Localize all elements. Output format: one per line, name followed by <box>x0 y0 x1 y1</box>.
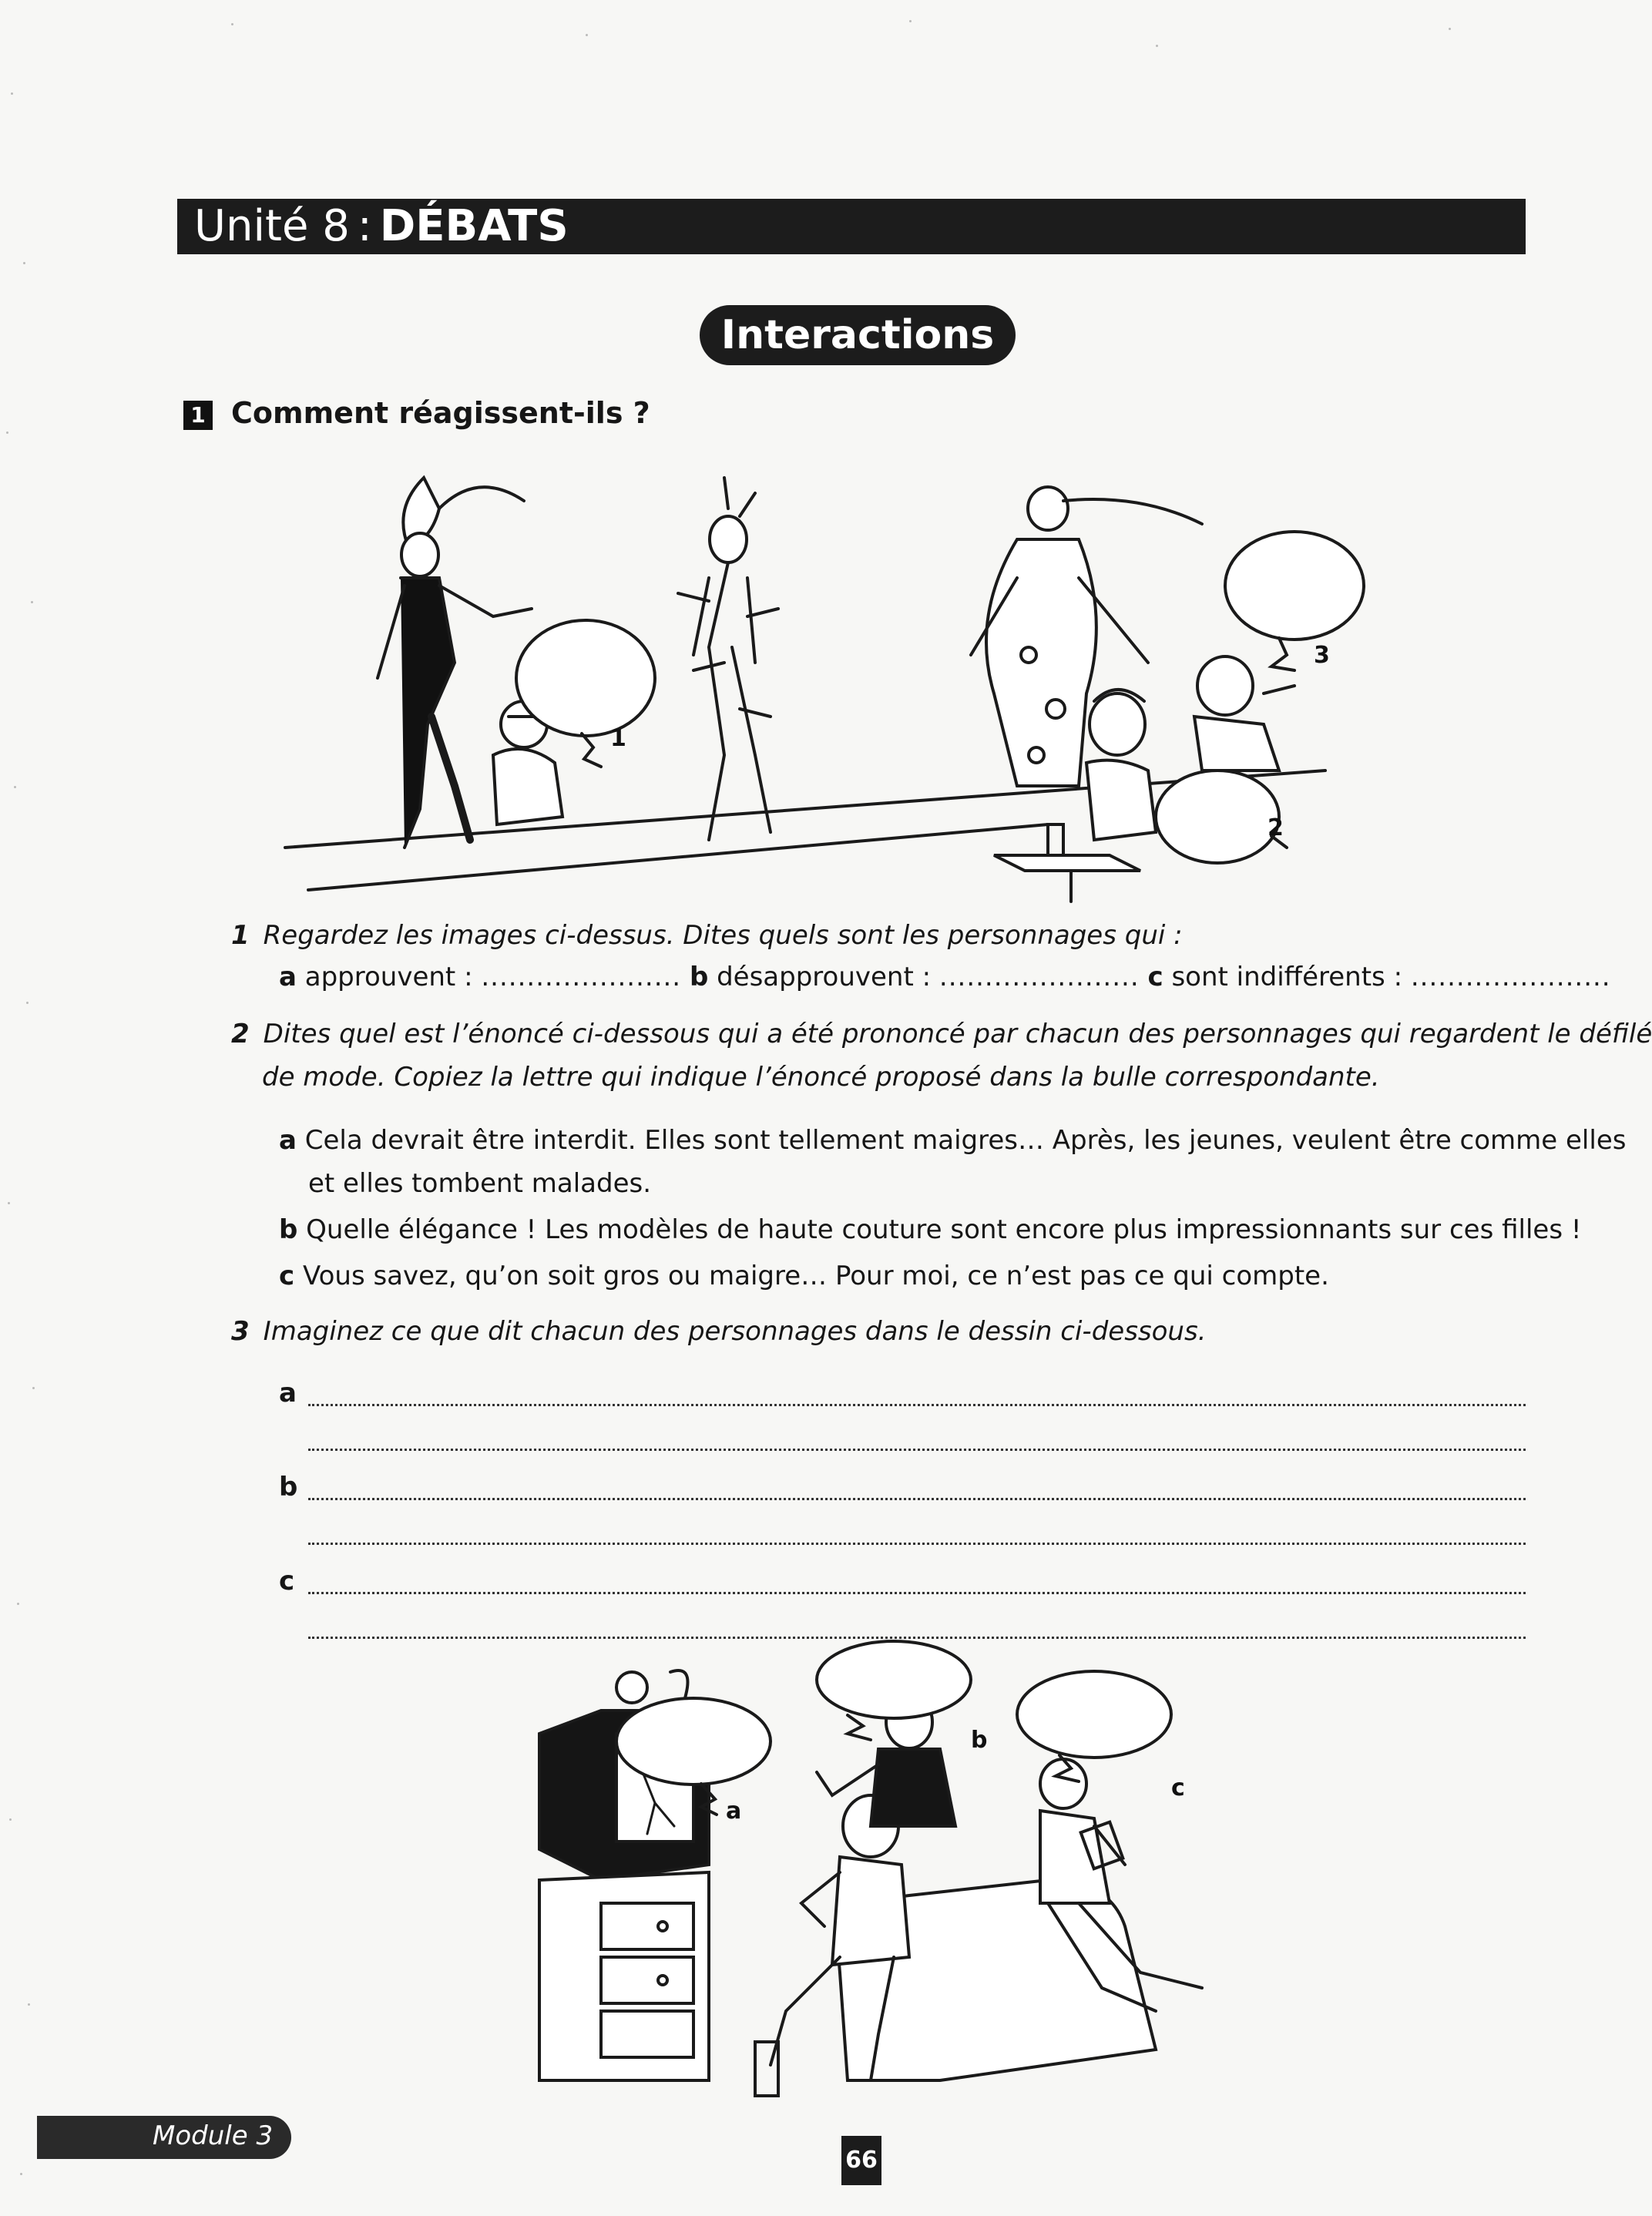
question-1-prompt <box>231 920 1183 951</box>
tv-cabinet <box>539 1872 709 2080</box>
q3-answer-c-line-1[interactable] <box>308 1592 1526 1594</box>
bubble-label-c: c <box>1171 1774 1185 1801</box>
q3-answer-b-line-2[interactable] <box>308 1543 1526 1545</box>
q2-option-b-text: Quelle élégance ! Les modèles de haute couture sont encore plus impressionnants sur ces filles ! <box>306 1214 1582 1245</box>
section-title-pill: Interactions <box>700 305 1016 365</box>
speech-bubble-3 <box>1225 532 1364 670</box>
q2-option-c <box>279 1261 1329 1291</box>
q1-letter-b: b <box>689 962 709 992</box>
question-2-number: 2 <box>231 1019 250 1049</box>
question-2-prompt-line-1 <box>231 1019 1652 1049</box>
page-number: 66 <box>841 2136 881 2185</box>
bubble-label-b: b <box>971 1727 988 1754</box>
q1-letter-c: c <box>1147 962 1163 992</box>
bubble-label-a: a <box>726 1798 742 1825</box>
q1-dots-a[interactable]: ...................... <box>481 962 682 992</box>
bubble-label-1: 1 <box>610 725 626 752</box>
q1-dots-c[interactable]: ...................... <box>1410 962 1611 992</box>
q2-option-b <box>279 1214 1581 1245</box>
bubble-label-3: 3 <box>1314 642 1330 669</box>
question-1-text: Regardez les images ci-dessus. Dites quels sont les personnages qui : <box>263 920 1183 951</box>
q3-answer-b-line-1[interactable] <box>308 1498 1526 1500</box>
unit-label: Unité 8 <box>194 201 350 251</box>
q1-label-indifferent: sont indifférents : <box>1171 962 1403 992</box>
spectator-3-figure <box>1194 656 1294 771</box>
unit-banner <box>177 199 1526 254</box>
fashion-show-illustration <box>277 462 1372 902</box>
model-3-figure <box>971 487 1202 786</box>
q2-option-c-letter: c <box>279 1261 295 1291</box>
exercise-title: Comment réagissent-ils ? <box>231 396 650 430</box>
model-2-figure <box>678 478 778 840</box>
unit-topic: DÉBATS <box>379 201 569 251</box>
q1-dots-b[interactable]: ...................... <box>938 962 1140 992</box>
unit-separator: : <box>357 201 372 251</box>
module-label: Module 3 <box>153 2120 274 2151</box>
q2-option-b-letter: b <box>279 1214 298 1245</box>
question-3-prompt <box>231 1316 1207 1347</box>
question-2-text-1: Dites quel est l’énoncé ci-dessous qui a été prononcé par chacun des personnages qui regardent le défilé <box>263 1019 1652 1049</box>
q2-option-a <box>279 1125 1626 1156</box>
q2-option-a-text: Cela devrait être interdit. Elles sont tellement maigres… Après, les jeunes, veulent être comme elles <box>304 1125 1627 1156</box>
question-1-number: 1 <box>231 920 250 951</box>
q3-answer-a-line-2[interactable] <box>308 1449 1526 1451</box>
q2-option-c-text: Vous savez, qu’on soit gros ou maigre… Pour moi, ce n’est pas ce qui compte. <box>302 1261 1329 1291</box>
bubble-label-2: 2 <box>1268 814 1284 841</box>
spectator-2-figure <box>1086 690 1156 840</box>
question-1-answer-line <box>279 962 1611 992</box>
question-2-text-2: de mode. Copiez la lettre qui indique l’énoncé proposé dans la bulle correspondante. <box>262 1062 1380 1093</box>
exercise-number-badge: 1 <box>183 401 213 430</box>
module-tab <box>37 2116 291 2159</box>
q3-answer-c-letter: c <box>279 1566 295 1597</box>
question-3-number: 3 <box>231 1316 250 1347</box>
tv-room-illustration <box>509 1649 1233 2111</box>
q2-option-a-text-2: et elles tombent malades. <box>308 1168 652 1199</box>
q3-answer-a-line-1[interactable] <box>308 1404 1526 1406</box>
q1-letter-a: a <box>279 962 297 992</box>
q3-answer-b-letter: b <box>279 1472 298 1503</box>
q1-label-disapprove: désapprouvent : <box>717 962 932 992</box>
runway-edge-bottom <box>308 824 1048 890</box>
q3-answer-c-line-2[interactable] <box>308 1637 1526 1639</box>
q1-label-approve: approuvent : <box>304 962 473 992</box>
question-3-text: Imaginez ce que dit chacun des personnages dans le dessin ci-dessous. <box>263 1316 1207 1347</box>
q2-option-a-letter: a <box>279 1125 297 1156</box>
speech-bubble-c <box>1017 1671 1171 1781</box>
q3-answer-a-letter: a <box>279 1378 297 1409</box>
